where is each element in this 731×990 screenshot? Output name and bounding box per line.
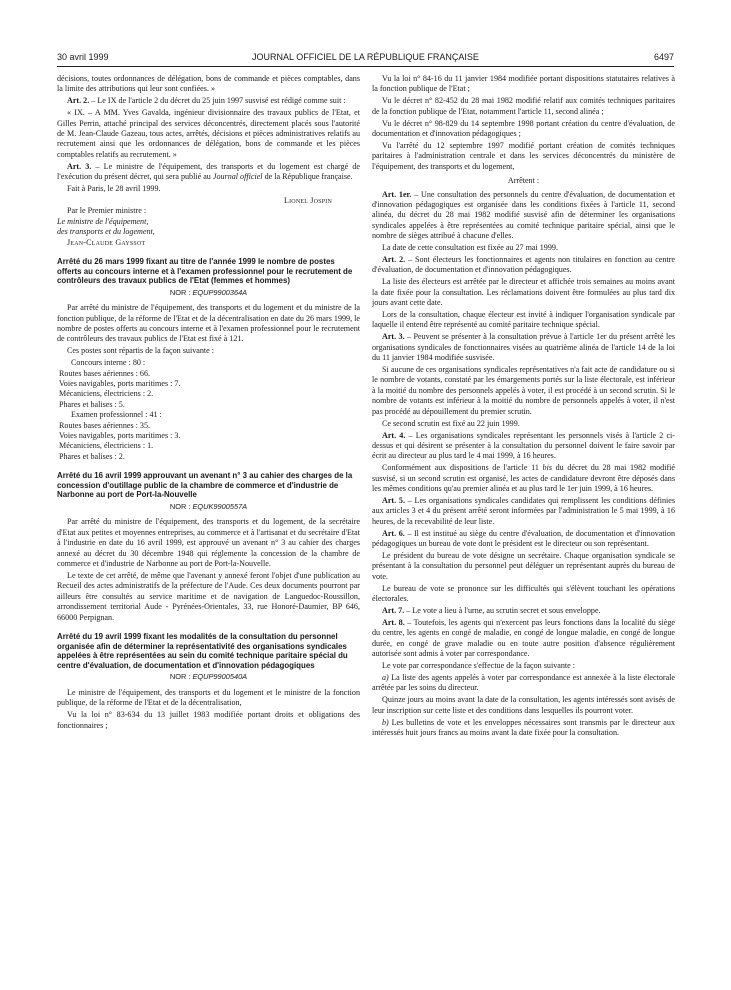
article-5: [372, 496, 675, 527]
bis-italic: bis: [542, 463, 552, 473]
list-item: Phares et balises : 2.: [59, 451, 125, 461]
article-label: Art. 4.: [382, 430, 406, 440]
list-item: Phares et balises : 5.: [59, 399, 125, 409]
header-date: 30 avril 1999: [57, 52, 109, 62]
article-text: – Une consultation des personnels du centre d'évaluation, de documentation et d'innovation pédagogiques est organisée dans les conditions fixées à l'article 11, second alinéa, du décret du 28 mai 1982 modifié susvisé afin de déterminer les organisations syndicales appelées à être représentées au comité technique paritaire spécial, ainsi que le nombre de sièges attribué à chacune d'elles.: [372, 189, 675, 241]
article-text: – Le IX de l'article 2 du décret du 25 juin 1997 susvisé est rédigé comme suit :: [89, 96, 346, 106]
nor-reference: [57, 288, 360, 298]
signature-block: [57, 196, 360, 248]
nor-code: EQUP9900364A: [192, 287, 248, 297]
article-text: – Peuvent se présenter à la consultation prévue à l'article 1er du présent arrêté les organisations syndicales de fonctionnaires visées au quatrième alinéa de l'article 14 de la loi du 11 janvier 1984 modifiée susvisée.: [372, 332, 675, 363]
nor-code: EQUP9900540A: [192, 672, 248, 682]
list-item: Mécaniciens, électriciens : 1.: [59, 441, 154, 451]
article-text: – Le vote a lieu à l'urne, au scrutin secret et sous enveloppe.: [404, 606, 601, 615]
list-item-a: [372, 673, 675, 694]
arretent-heading: Arrêtent :: [507, 176, 540, 186]
paragraph: Par arrêté du ministre de l'équipement, des transports et du logement et du ministre de la fonction publique, de la réforme de l'Etat et de la décentralisation en date du 26 mars 1999, le nombre de postes offerts au concours interne et à l'examen professionnel pour le recrutement de contrôleurs des travaux publics de l'Etat est fixé à 121.: [57, 303, 360, 344]
article-2: [372, 255, 675, 276]
article-1: [372, 190, 675, 242]
decree-title: Arrêté du 26 mars 1999 fixant au titre de l'année 1999 le nombre de postes offerts au concours interne et à l'examen professionnel pour le recrutement de contrôleurs des travaux publics de l'Etat (femmes et hommes): [57, 257, 353, 286]
paragraph: Lors de la consultation, chaque électeur est invité à indiquer l'organisation syndicale par laquelle il entend être représenté au comité paritaire technique spécial.: [372, 310, 675, 330]
header-page-number: 6497: [653, 52, 674, 62]
article-2: [57, 96, 360, 106]
paragraph: [372, 463, 675, 494]
paragraph: Ces postes sont répartis de la façon suivante :: [67, 346, 214, 356]
paragraph: décisions, toutes ordonnances de délégation, bons de commande et pièces comptables, dans la limite des attributions qui leur sont confiées. »: [57, 74, 360, 94]
item-letter: b): [382, 717, 389, 727]
list-item: Voies navigables, ports maritimes : 3.: [59, 431, 181, 441]
item-letter: a): [382, 672, 389, 682]
article-label: Art. 8.: [382, 617, 405, 627]
paragraph: La liste des électeurs est arrêtée par le directeur et affichée trois semaines au moins avant la date fixée pour la consultation. Les réclamations doivent être formulées au plus tard dix jours avant cette date.: [372, 277, 675, 308]
paragraph: La date de cette consultation est fixée au 27 mai 1999.: [382, 243, 558, 253]
paragraph: Le texte de cet arrêté, de même que l'avenant y annexé feront l'objet d'une publication au Recueil des actes administratifs de la préfecture de l'Aude. Ces deux documents pourront par ailleurs être consultés au service maritime et de navigation de Languedoc-Roussillon, arrondissement territorial Aude - Pyrénées-Orientales, 33, rue Honoré-Daumier, BP 646, 66000 Perpignan.: [57, 571, 360, 622]
minister-title-line: Le ministre de l'équipement,: [57, 216, 149, 226]
article-3: [57, 162, 360, 183]
article-label: Art. 3.: [67, 161, 92, 171]
nor-reference: [57, 672, 360, 682]
paragraph: Le vote par correspondance s'effectue de la façon suivante :: [382, 661, 575, 671]
article-label: Art. 2.: [382, 255, 406, 264]
list-item-b: [372, 718, 675, 739]
nor-reference: [57, 502, 360, 512]
decree-title: Arrêté du 16 avril 1999 approuvant un avenant n° 3 au cahier des charges de la concession d'outillage public de la chambre de commerce et d'industrie de Narbonne au port de Port-la-Nouvelle: [57, 471, 353, 500]
paragraph: Ce second scrutin est fixé au 22 juin 1999.: [382, 418, 520, 428]
right-column: [372, 74, 675, 984]
article-label: Art. 3.: [382, 332, 405, 342]
paragraph: « IX. – A MM. Yves Gavalda, ingénieur divisionnaire des travaux publics de l'Etat, et Gilles Perrin, attaché principal des services déconcentrés, directement placés sous l'autorité de M. Jean-Claude Gazeau, tous actes, arrêtés, décisions et pièces administratives relatifs au recrutement ainsi que les ordonnances de délégation, bons de commande et les pièces comptables relatifs au recrutement. »: [57, 108, 360, 159]
paragraph: Le président du bureau de vote désigne un secrétaire. Chaque organisation syndicale se présentant à la consultation du personnel peut déléguer un représentant auprès du bureau de vote.: [372, 550, 675, 581]
list-item: Mécaniciens, électriciens : 2.: [59, 389, 154, 399]
paragraph-text: du décret du 28 mai 1982 modifié susvisé, si un second scrutin est organisé, les actes de candidature devront être déposés dans les mêmes conditions qu'au premier alinéa et au plus tard le 1er juin 1999, à 16 heures.: [372, 463, 675, 494]
article-4: [372, 431, 675, 462]
paragraph: Par arrêté du ministre de l'équipement, des transports et du logement, de la secrétaire d'Etat aux petites et moyennes entreprises, au commerce et à l'artisanat et du secrétaire d'Etat à l'industrie en date du 16 avril 1999, est approuvé un avenant n° 3 au cahier des charges annexé au décret du 30 décembre 1948 qui réglemente la concession de la chambre de commerce et d'industrie de Narbonne au port de Port-la-Nouvelle.: [57, 517, 360, 569]
article-text: – Les organisations syndicales représentant les personnels visés à l'article 2 ci-dessus et qui désirent se présenter à la consultation du personnel doivent le faire savoir par écrit au directeur au plus tard le 4 mai 1999, à 16 heures.: [372, 430, 675, 461]
list-item: Voies navigables, ports maritimes : 7.: [59, 379, 181, 389]
header-journal-title: JOURNAL OFFICIEL DE LA RÉPUBLIQUE FRANÇAISE: [252, 52, 479, 62]
article-text: de la République française.: [262, 172, 353, 182]
visa-paragraph: Vu le décret n° 82-452 du 28 mai 1982 modifié relatif aux comités techniques paritaires de la fonction publique de l'Etat, notamment l'article 11, second alinéa ;: [372, 96, 675, 116]
paragraph: Quinze jours au moins avant la date de la consultation, les agents intéressés sont avisés de leur inscription sur cette liste et des conditions dans lesquelles ils pourront voter.: [372, 695, 675, 715]
signature-place-date: Fait à Paris, le 28 avril 1999.: [67, 184, 161, 194]
list-item: Examen professionnel : 41 :: [71, 410, 162, 420]
list-item: Routes bases aériennes : 35.: [59, 420, 151, 430]
article-text: – Sont électeurs les fonctionnaires et agents non titulaires en fonction au centre d'évaluation, de documentation et d'innovation pédagogiques.: [372, 255, 675, 275]
list-item: Concours interne : 80 :: [71, 358, 146, 368]
article-7: [372, 606, 675, 616]
signature-by-line: Par le Premier ministre :: [67, 206, 147, 216]
post-distribution-list: [57, 358, 360, 462]
visa-paragraph: Vu la loi n° 84-16 du 11 janvier 1984 modifiée portant dispositions statutaires relatives à la fonction publique de l'Etat ;: [372, 74, 675, 94]
signatory-minister: Jean-Claude Gayssot: [67, 237, 146, 247]
article-3: [372, 332, 675, 363]
article-text: – Il est institué au siège du centre d'évaluation, de documentation et d'innovation pédagogiques un bureau de vote dont le président est le directeur ou son représentant.: [372, 528, 675, 549]
list-item: Routes bases aériennes : 66.: [59, 368, 151, 378]
article-text: – Les organisations syndicales candidates qui remplissent les conditions définies aux articles 3 et 4 du présent arrêté seront informées par l'administration le 5 mai 1999, à 16 heures, de la recevabilité de leur liste.: [372, 495, 675, 526]
signatory-prime-minister: Lionel Jospin: [283, 195, 332, 205]
paragraph: Vu la loi n° 83-634 du 13 juillet 1983 modifiée portant droits et obligations des fonctionnaires ;: [57, 710, 360, 730]
paragraph: Le ministre de l'équipement, des transports et du logement et le ministre de la fonction publique, de la réforme de l'Etat et de la décentralisation,: [57, 687, 360, 708]
article-label: Art. 2.: [67, 96, 90, 106]
paragraph-text: Conformément aux dispositions de l'article 11: [382, 463, 543, 473]
nor-label: NOR :: [169, 672, 193, 682]
article-label: Art. 1er.: [382, 189, 412, 199]
running-header: [57, 52, 674, 66]
nor-label: NOR :: [169, 287, 193, 297]
header-rule: [57, 66, 674, 67]
visa-paragraph: Vu le décret n° 98-829 du 14 septembre 1998 portant création du centre d'évaluation, de documentation et d'innovation pédagogiques ;: [372, 118, 675, 139]
minister-title-line: des transports et du logement,: [57, 227, 155, 237]
paragraph: Si aucune de ces organisations syndicales représentatives n'a fait acte de candidature ou si le nombre de votants, constaté par les émargements portés sur la liste électorale, est inférieur à la moitié du nombre des personnels appelés à voter, il est procédé à un second scrutin. Si le nombre de votants est inférieur à la moitié du nombre de personnels appelés à voter, il n'est pas procédé au dépouillement du premier scrutin.: [372, 365, 675, 416]
article-label: Art. 5.: [382, 495, 405, 505]
paragraph: Le bureau de vote se prononce sur les difficultés qui s'élèvent touchant les opérations électorales.: [372, 583, 675, 604]
article-text: – Toutefois, les agents qui n'exercent pas leurs fonctions dans la localité du siège du centre, les agents en congé de maladie, en congé de longue maladie, en congé de longue durée, en congé de grave maladie ou en toute autre position d'absence régulièrement autorisée sont admis à voter par correspondance.: [372, 617, 675, 659]
article-label: Art. 7.: [382, 606, 405, 615]
article-6: [372, 529, 675, 550]
journal-officiel-ref: Journal officiel: [212, 172, 263, 182]
decree-title: Arrêté du 19 avril 1999 fixant les modalités de la consultation du personnel organisée afin de déterminer la représentativité des organisations syndicales appelées à être représentées au sein du comité technique paritaire spécial du centre d'évaluation, de documentation et d'innovation pédagogiques: [57, 632, 348, 670]
article-text: – Le ministre de l'équipement, des transports et du logement est chargé de l'exécution du présent décret, qui sera publié au: [57, 161, 360, 182]
article-label: Art. 6.: [382, 528, 405, 538]
article-8: [372, 618, 675, 660]
item-text: Les bulletins de vote et les enveloppes nécessaires sont transmis par le directeur aux intéressés huit jours francs au moins avant la date fixée pour la consultation.: [372, 717, 675, 737]
nor-code: EQUK9900557A: [192, 502, 248, 512]
item-text: La liste des agents appelés à voter par correspondance est annexée à la liste électorale arrêtée par les soins du directeur.: [372, 672, 675, 693]
nor-label: NOR :: [169, 502, 193, 512]
visa-paragraph: Vu l'arrêté du 12 septembre 1997 modifié portant création de comités techniques paritaires à l'administration centrale et dans les services déconcentrés du ministère de l'équipement, des transports et du logement,: [372, 140, 675, 171]
left-column: [57, 74, 360, 984]
